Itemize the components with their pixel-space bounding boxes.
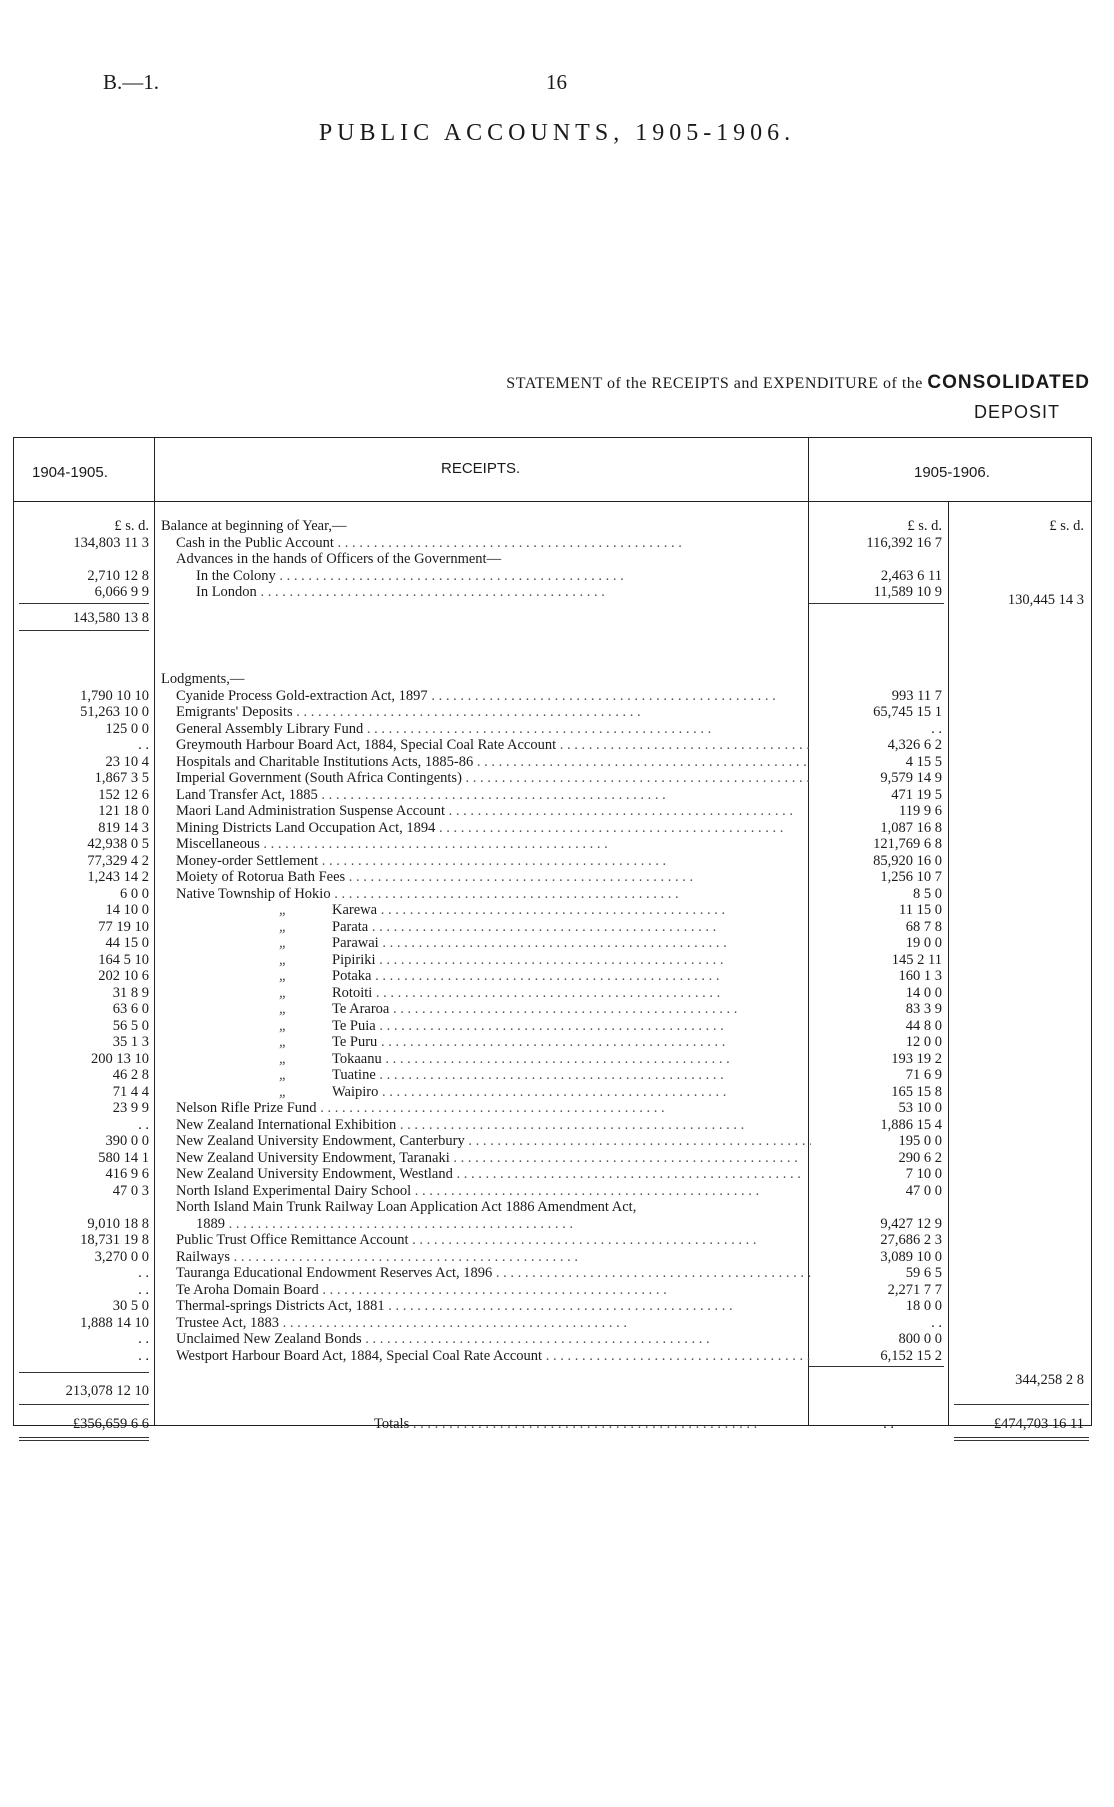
lodgment-prev: 580 14 1 xyxy=(98,1149,149,1166)
lodgment-row xyxy=(14,935,1091,951)
lodgment-row xyxy=(14,803,1091,819)
lodgment-prev: 56 5 0 xyxy=(112,1017,149,1034)
lodgment-row xyxy=(14,1018,1091,1034)
lodgment-prev: 77 19 10 xyxy=(98,918,149,935)
lodgment-label: Trustee Act, 1883 . . xyxy=(176,1315,811,1331)
lodgment-label: Te Aroha Domain Board . . xyxy=(176,1282,811,1298)
currency-header-row xyxy=(14,518,1091,534)
lodgment-cur: 1,087 16 8 xyxy=(880,819,942,836)
lodgments-heading: Lodgments,— xyxy=(161,671,245,687)
lodgment-row xyxy=(14,1051,1091,1067)
lodgment-prev: 1,888 14 10 xyxy=(80,1314,149,1331)
lodgment-cur: 993 11 7 xyxy=(891,687,942,704)
lodgment-prev: 6 0 0 xyxy=(120,885,149,902)
lodgment-label: Miscellaneous . . xyxy=(176,836,811,852)
ditto-mark: „ xyxy=(279,951,288,968)
lodgment-row xyxy=(14,737,1091,753)
balance-total-prev-row xyxy=(14,610,1091,626)
lodgment-label: Mining Districts Land Occupation Act, 1894 . . xyxy=(176,820,811,836)
lodgment-label: Parawai . . xyxy=(332,935,811,951)
lodgment-prev: 1,243 14 2 xyxy=(87,869,149,885)
page-number: 16 xyxy=(546,70,567,94)
lodgment-cur: 18 0 0 xyxy=(905,1298,942,1314)
page-title: PUBLIC ACCOUNTS, 1905-1906. xyxy=(318,120,796,146)
ditto-mark: „ xyxy=(279,968,288,984)
balance-total-prev: 143,580 13 8 xyxy=(72,610,149,626)
lodgment-prev: . . xyxy=(138,1281,149,1298)
lodgment-prev: 46 2 8 xyxy=(112,1067,149,1083)
statement-line2: DEPOSIT xyxy=(973,402,1060,422)
lodgment-prev: 125 0 0 xyxy=(105,720,149,737)
totals-c1: . . xyxy=(883,1416,894,1432)
lodgment-prev: 164 5 10 xyxy=(98,951,149,968)
lodgment-label: Rotoiti . . xyxy=(332,985,811,1001)
cash-label: Cash in the Public Account . . xyxy=(176,535,811,551)
table-body xyxy=(14,518,1091,1432)
lodgment-label: New Zealand University Endowment, Canterbury . . xyxy=(176,1133,811,1149)
lodgment-row xyxy=(14,1084,1091,1100)
lodgment-row xyxy=(14,952,1091,968)
lodgment-label: Tokaanu . . xyxy=(332,1051,811,1067)
lodgment-label: Thermal-springs Districts Act, 1881 . . xyxy=(176,1298,811,1314)
lodgment-prev: 23 10 4 xyxy=(105,753,149,770)
lodgment-row xyxy=(14,1199,1091,1215)
lodgment-row xyxy=(14,1315,1091,1331)
currency-prev: £ s. d. xyxy=(114,518,149,534)
london-cur: 11,589 10 9 xyxy=(873,584,942,600)
lodgment-cur: 83 3 9 xyxy=(905,1001,942,1017)
totals-prev-rule-2 xyxy=(19,1440,149,1441)
ditto-mark: „ xyxy=(279,1050,288,1067)
lodgment-prev: 819 14 3 xyxy=(98,819,149,836)
lodgment-prev: . . xyxy=(138,1265,149,1281)
receipts-heading: RECEIPTS. xyxy=(441,460,521,477)
ditto-mark: „ xyxy=(279,984,288,1001)
lodgment-cur: 9,579 14 9 xyxy=(880,770,942,786)
lodgment-cur: 160 1 3 xyxy=(898,968,942,984)
lodgment-row xyxy=(14,1216,1091,1232)
lodgment-prev: 31 8 9 xyxy=(112,984,149,1001)
lodgment-cur: 4 15 5 xyxy=(905,753,942,770)
lodgment-prev: 63 6 0 xyxy=(112,1001,149,1017)
lodgment-row xyxy=(14,853,1091,869)
colony-label: In the Colony . . xyxy=(196,568,811,584)
lodgment-row xyxy=(14,1150,1091,1166)
lodgment-label: Emigrants' Deposits . . xyxy=(176,704,811,720)
totals-prev-rule-1 xyxy=(19,1437,149,1438)
lodgment-cur: . . xyxy=(931,1314,942,1331)
lodgment-label: New Zealand International Exhibition . . xyxy=(176,1117,811,1133)
lodgment-label: Public Trust Office Remittance Account . . xyxy=(176,1232,811,1248)
header-ref: B.—1. xyxy=(103,70,160,94)
lodgment-row xyxy=(14,1298,1091,1314)
ditto-mark: „ xyxy=(279,1017,288,1034)
prev-year-heading: 1904-1905. xyxy=(32,464,108,481)
lodgment-cur: 1,886 15 4 xyxy=(880,1116,942,1133)
lodgment-row xyxy=(14,985,1091,1001)
lodgment-cur: 68 7 8 xyxy=(905,918,942,935)
lodgment-cur: 4,326 6 2 xyxy=(887,737,942,753)
statement-prefix: STATEMENT of the RECEIPTS and EXPENDITURE of the xyxy=(506,375,923,392)
lodgment-prev: . . xyxy=(138,737,149,753)
lodgment-prev: 1,790 10 10 xyxy=(80,687,149,704)
lodgment-cur: 8 5 0 xyxy=(913,885,942,902)
lodgment-label: Cyanide Process Gold-extraction Act, 1897 . . xyxy=(176,688,811,704)
lodgment-prev: 42,938 0 5 xyxy=(87,836,149,852)
lodgment-cur: . . xyxy=(931,720,942,737)
receipts-table xyxy=(13,437,1092,1432)
lodgment-label: Parata . . xyxy=(332,919,811,935)
london-prev: 6,066 9 9 xyxy=(94,584,149,600)
lodgment-label: Nelson Rifle Prize Fund . . xyxy=(176,1100,811,1116)
lodgment-row xyxy=(14,919,1091,935)
lodgment-label: Moiety of Rotorua Bath Fees . . xyxy=(176,869,811,885)
lodgment-row xyxy=(14,787,1091,803)
lodgment-label: Potaka . . xyxy=(332,968,811,984)
lodgments-prev-top-rule xyxy=(19,1372,149,1373)
statement-heading xyxy=(506,372,1090,394)
lodgment-row xyxy=(14,770,1091,786)
lodgment-prev: . . xyxy=(138,1331,149,1347)
lodgment-prev: 23 9 9 xyxy=(112,1100,149,1116)
lodgment-row xyxy=(14,688,1091,704)
lodgment-prev: 18,731 19 8 xyxy=(80,1232,149,1248)
lodgment-cur: 7 10 0 xyxy=(905,1166,942,1182)
lodgment-row xyxy=(14,1001,1091,1017)
balance-total-rule xyxy=(19,630,149,631)
ditto-mark: „ xyxy=(279,935,288,951)
lodgment-cur: 47 0 0 xyxy=(905,1182,942,1199)
lodgment-row xyxy=(14,721,1091,737)
statement-bold: CONSOLIDATED xyxy=(927,372,1090,393)
lodgment-row xyxy=(14,968,1091,984)
currency-c2: £ s. d. xyxy=(1049,518,1084,534)
lodgment-prev: 121 18 0 xyxy=(98,803,149,819)
lodgment-label: North Island Experimental Dairy School . . xyxy=(176,1183,811,1199)
lodgment-label: Te Puia . . xyxy=(332,1018,811,1034)
advances-row xyxy=(14,551,1091,567)
lodgment-label: 1889 . . xyxy=(196,1216,811,1232)
lodgment-row xyxy=(14,1117,1091,1133)
lodgment-row xyxy=(14,1034,1091,1050)
balance-total-cur-row xyxy=(14,592,1091,608)
lodgments-total-rule xyxy=(19,1404,149,1405)
lodgment-cur: 6,152 15 2 xyxy=(880,1347,942,1364)
lodgment-cur: 121,769 6 8 xyxy=(873,836,942,852)
cash-row xyxy=(14,535,1091,551)
lodgment-cur: 145 2 11 xyxy=(891,951,942,968)
lodgment-prev: 71 4 4 xyxy=(112,1083,149,1100)
lodgment-prev: 1,867 3 5 xyxy=(94,770,149,786)
lodgment-cur: 119 9 6 xyxy=(899,803,942,819)
lodgment-cur: 27,686 2 3 xyxy=(880,1232,942,1248)
lodgment-label: Greymouth Harbour Board Act, 1884, Special Coal Rate Account . . xyxy=(176,737,811,753)
colony-prev: 2,710 12 8 xyxy=(87,567,149,584)
lodgment-label: New Zealand University Endowment, Taranaki . . xyxy=(176,1150,811,1166)
lodgment-prev: 200 13 10 xyxy=(91,1050,149,1067)
totals-cur: £474,703 16 11 xyxy=(993,1416,1084,1432)
lodgments-total-cur-rule xyxy=(954,1404,1089,1405)
lodgment-row xyxy=(14,1282,1091,1298)
totals-prev: £356,659 6 6 xyxy=(72,1416,149,1432)
lodgment-label: New Zealand University Endowment, Westland . . xyxy=(176,1166,811,1182)
lodgment-cur: 85,920 16 0 xyxy=(873,852,942,869)
lodgment-cur: 290 6 2 xyxy=(898,1149,942,1166)
colony-cur: 2,463 6 11 xyxy=(880,567,942,584)
lodgment-cur: 195 0 0 xyxy=(898,1133,942,1149)
lodgment-row xyxy=(14,1232,1091,1248)
lodgment-cur: 9,427 12 9 xyxy=(880,1215,942,1232)
lodgments-total-prev-row xyxy=(14,1383,1091,1399)
totals-row xyxy=(14,1416,1091,1432)
lodgment-row xyxy=(14,1166,1091,1182)
lodgment-label: Hospitals and Charitable Institutions Acts, 1885-86 . . xyxy=(176,754,811,770)
lodgment-row xyxy=(14,902,1091,918)
lodgment-prev: 30 5 0 xyxy=(112,1298,149,1314)
lodgment-cur: 165 15 8 xyxy=(891,1083,942,1100)
lodgments-cur-rule xyxy=(809,1366,944,1367)
lodgment-label: Land Transfer Act, 1885 . . xyxy=(176,787,811,803)
lodgments-heading-row xyxy=(14,671,1091,687)
lodgment-label: Westport Harbour Board Act, 1884, Special Coal Rate Account . . xyxy=(176,1348,811,1364)
lodgment-prev: 3,270 0 0 xyxy=(94,1248,149,1265)
lodgment-row xyxy=(14,820,1091,836)
lodgment-row xyxy=(14,1133,1091,1149)
lodgment-label: General Assembly Library Fund . . xyxy=(176,721,811,737)
lodgment-label: Tuatine . . xyxy=(332,1067,811,1083)
ditto-mark: „ xyxy=(279,1034,288,1050)
lodgment-cur: 12 0 0 xyxy=(905,1034,942,1050)
lodgment-label: Unclaimed New Zealand Bonds . . xyxy=(176,1331,811,1347)
totals-label: Totals . . xyxy=(374,1416,811,1432)
lodgment-prev: 47 0 3 xyxy=(112,1182,149,1199)
totals-cur-rule-1 xyxy=(954,1437,1089,1438)
lodgment-row xyxy=(14,1331,1091,1347)
lodgment-cur: 59 6 5 xyxy=(905,1265,942,1281)
lodgment-row xyxy=(14,1249,1091,1265)
ditto-mark: „ xyxy=(279,902,288,918)
totals-cur-rule-2 xyxy=(954,1440,1089,1441)
lodgment-prev: 14 10 0 xyxy=(105,902,149,918)
lodgment-prev: 202 10 6 xyxy=(98,968,149,984)
lodgment-row xyxy=(14,869,1091,885)
lodgment-label: Railways . . xyxy=(176,1249,811,1265)
lodgment-label: Te Araroa . . xyxy=(332,1001,811,1017)
lodgment-row xyxy=(14,836,1091,852)
lodgment-row xyxy=(14,1265,1091,1281)
lodgments-total-prev: 213,078 12 10 xyxy=(65,1383,149,1399)
lodgment-cur: 11 15 0 xyxy=(899,902,942,918)
ditto-mark: „ xyxy=(279,918,288,935)
lodgment-cur: 800 0 0 xyxy=(898,1331,942,1347)
lodgment-label: Pipiriki . . xyxy=(332,952,811,968)
lodgment-prev: 44 15 0 xyxy=(105,935,149,951)
lodgment-cur: 14 0 0 xyxy=(905,984,942,1001)
header-rule xyxy=(14,501,1091,502)
lodgment-prev: . . xyxy=(138,1347,149,1364)
lodgment-prev: 152 12 6 xyxy=(98,786,149,803)
lodgment-prev: 77,329 4 2 xyxy=(87,852,149,869)
cur-year-heading: 1905-1906. xyxy=(914,464,990,481)
lodgment-cur: 193 19 2 xyxy=(891,1050,942,1067)
ditto-mark: „ xyxy=(279,1001,288,1017)
lodgment-row xyxy=(14,704,1091,720)
lodgment-cur: 3,089 10 0 xyxy=(880,1248,942,1265)
lodgment-label: North Island Main Trunk Railway Loan Application Act 1886 Amendment Act, xyxy=(176,1199,637,1215)
ditto-mark: „ xyxy=(279,1083,288,1100)
lodgment-prev: 9,010 18 8 xyxy=(87,1215,149,1232)
lodgment-label: Native Township of Hokio . . xyxy=(176,886,811,902)
colony-row xyxy=(14,568,1091,584)
lodgment-row xyxy=(14,1183,1091,1199)
lodgment-cur: 44 8 0 xyxy=(905,1017,942,1034)
lodgment-prev: 35 1 3 xyxy=(112,1034,149,1050)
lodgment-row xyxy=(14,1100,1091,1116)
lodgment-cur: 2,271 7 7 xyxy=(887,1281,942,1298)
balance-total-cur: 130,445 14 3 xyxy=(1007,592,1084,608)
lodgment-label: Karewa . . xyxy=(332,902,811,918)
lodgment-row xyxy=(14,754,1091,770)
lodgment-cur: 471 19 5 xyxy=(891,786,942,803)
lodgments-total-cur: 344,258 2 8 xyxy=(1015,1372,1084,1388)
lodgment-prev: 51,263 10 0 xyxy=(80,704,149,720)
lodgment-label: Te Puru . . xyxy=(332,1034,811,1050)
london-label: In London . . xyxy=(196,584,811,600)
lodgment-cur: 19 0 0 xyxy=(905,935,942,951)
lodgment-label: Waipiro . . xyxy=(332,1084,811,1100)
lodgment-row xyxy=(14,1067,1091,1083)
lodgment-label: Imperial Government (South Africa Contingents) . . xyxy=(176,770,811,786)
lodgment-cur: 65,745 15 1 xyxy=(873,704,942,720)
lodgment-prev: 416 9 6 xyxy=(105,1166,149,1182)
lodgment-cur: 53 10 0 xyxy=(898,1100,942,1116)
lodgment-cur: 71 6 9 xyxy=(905,1067,942,1083)
lodgment-row xyxy=(14,886,1091,902)
lodgment-label: Money-order Settlement . . xyxy=(176,853,811,869)
lodgment-prev: . . xyxy=(138,1116,149,1133)
cash-cur: 116,392 16 7 xyxy=(866,534,942,551)
currency-c1: £ s. d. xyxy=(907,518,942,534)
ditto-mark: „ xyxy=(279,1067,288,1083)
cash-prev: 134,803 11 3 xyxy=(73,534,149,551)
lodgment-label: Maori Land Administration Suspense Account . . xyxy=(176,803,811,819)
advances-label: Advances in the hands of Officers of the Government— xyxy=(176,551,502,567)
lodgment-row xyxy=(14,1348,1091,1364)
lodgment-label: Tauranga Educational Endowment Reserves Act, 1896 . . xyxy=(176,1265,811,1281)
lodgment-prev: 390 0 0 xyxy=(105,1133,149,1149)
lodgment-cur: 1,256 10 7 xyxy=(880,869,942,885)
balance-heading: Balance at beginning of Year,— xyxy=(161,518,347,534)
